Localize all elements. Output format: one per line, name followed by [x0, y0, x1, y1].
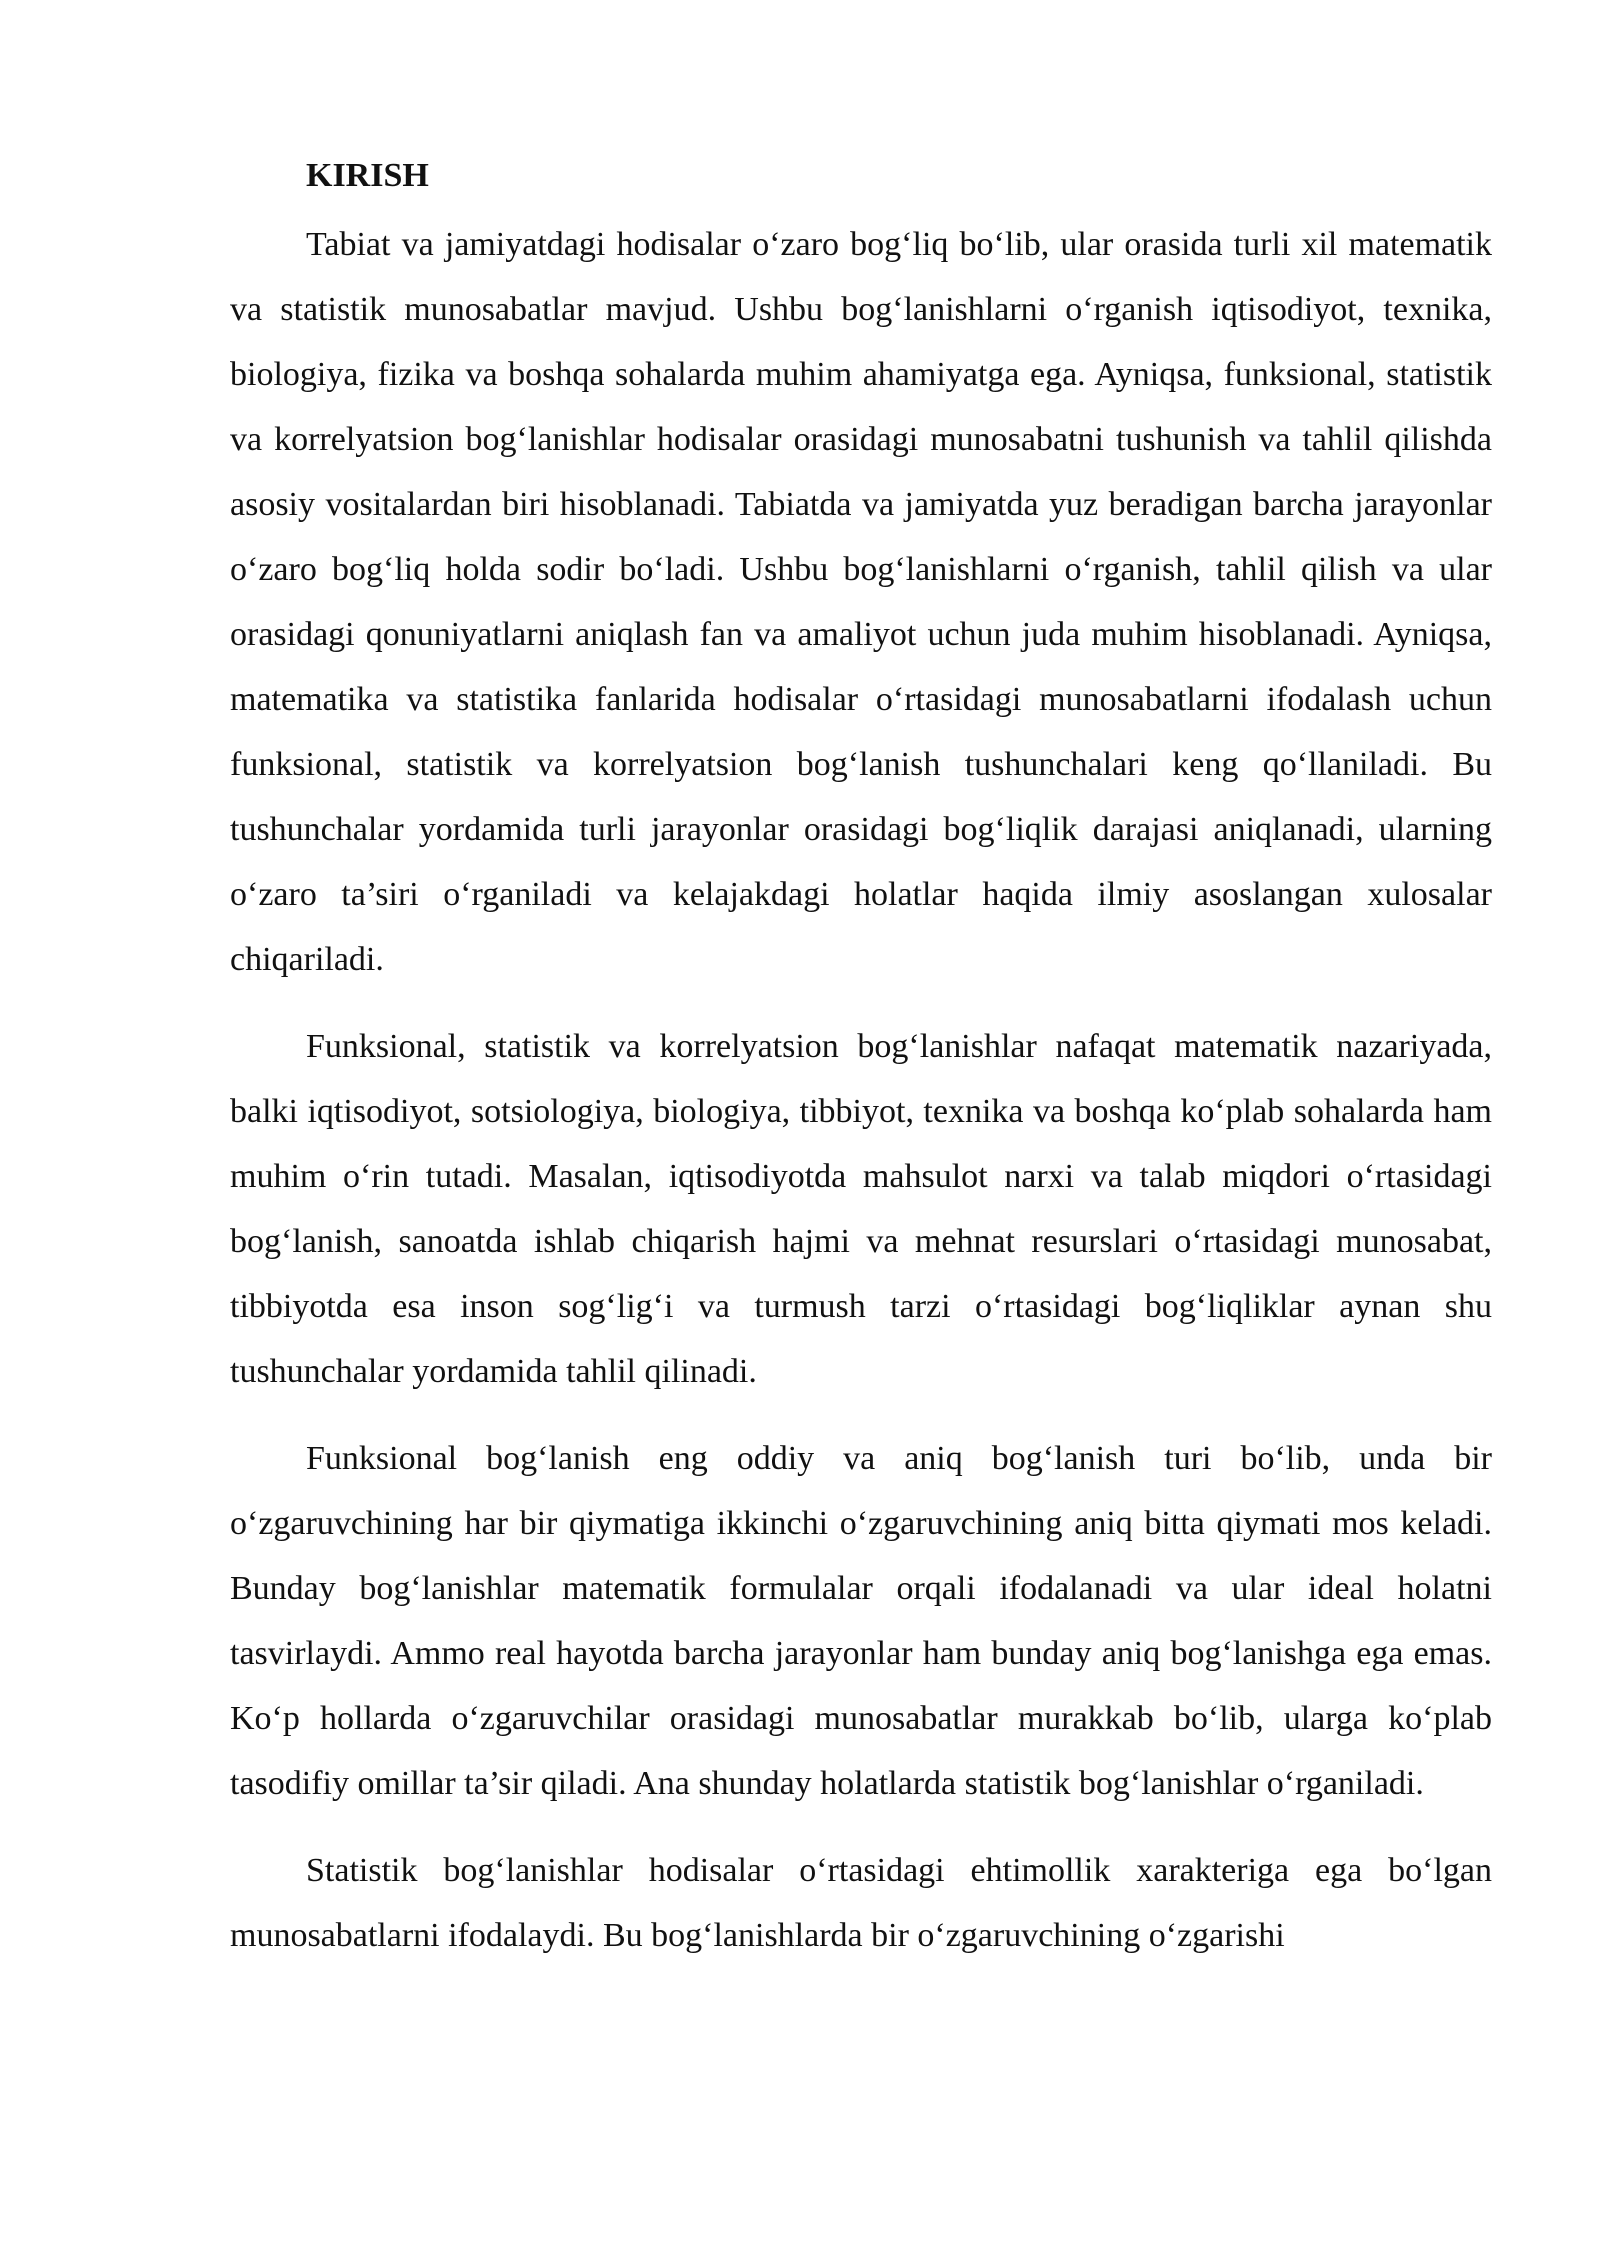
paragraph-1: Tabiat va jamiyatdagi hodisalar o‘zaro bog‘liq bo‘lib, ular orasida turli xil matematik va statistik munosabatlar mavjud. Ushbu bog‘lanishlarni o‘rganish iqtisodiyot, texnika, biologiya, fizika va boshqa sohalarda muhim ahamiyatga ega. Ayniqsa, funksional, statistik va korrelyatsion bog‘lanishlar hodisalar orasidagi munosabatni tushunish va tahlil qilishda asosiy vositalardan biri hisoblanadi. Tabiatda va jamiyatda yuz beradigan barcha jarayonlar o‘zaro bog‘liq holda sodir bo‘ladi. Ushbu bog‘lanishlarni o‘rganish, tahlil qilish va ular orasidagi qonuniyatlarni aniqlash fan va amaliyot uchun juda muhim hisoblanadi. Ayniqsa, matematika va statistika fanlarida hodisalar o‘rtasidagi munosabatlarni ifodalash uchun funksional, statistik va korrelyatsion bog‘lanish tushunchalari keng qo‘llaniladi. Bu tushunchalar yordamida turli jarayonlar orasidagi bog‘liqlik darajasi aniqlanadi, ularning o‘zaro ta’siri o‘rganiladi va kelajakdagi holatlar haqida ilmiy asoslangan xulosalar chiqariladi. — [230, 226, 1492, 978]
paragraph-2: Funksional, statistik va korrelyatsion bog‘lanishlar nafaqat matematik nazariyada, balki iqtisodiyot, sotsiologiya, biologiya, tibbiyot, texnika va boshqa ko‘plab sohalarda ham muhim o‘rin tutadi. Masalan, iqtisodiyotda mahsulot narxi va talab miqdori o‘rtasidagi bog‘lanish, sanoatda ishlab chiqarish hajmi va mehnat resurslari o‘rtasidagi munosabat, tibbiyotda esa inson sog‘lig‘i va turmush tarzi o‘rtasidagi bog‘liqliklar aynan shu tushunchalar yordamida tahlil qilinadi. — [230, 1028, 1492, 1390]
section-heading: KIRISH — [306, 157, 429, 194]
document-body — [230, 150, 1492, 1968]
paragraph-3: Funksional bog‘lanish eng oddiy va aniq bog‘lanish turi bo‘lib, unda bir o‘zgaruvchining har bir qiymatiga ikkinchi o‘zgaruvchining aniq bitta qiymati mos keladi. Bunday bog‘lanishlar matematik formulalar orqali ifodalanadi va ular ideal holatni tasvirlaydi. Ammo real hayotda barcha jarayonlar ham bunday aniq bog‘lanishga ega emas. Ko‘p hollarda o‘zgaruvchilar orasidagi munosabatlar murakkab bo‘lib, ularga ko‘plab tasodifiy omillar ta’sir qiladi. Ana shunday holatlarda statistik bog‘lanishlar o‘rganiladi. — [230, 1440, 1492, 1802]
paragraph-4: Statistik bog‘lanishlar hodisalar o‘rtasidagi ehtimollik xarakteriga ega bo‘lgan munosabatlarni ifodalaydi. Bu bog‘lanishlarda bir o‘zgaruvchining o‘zgarishi — [230, 1852, 1492, 1954]
